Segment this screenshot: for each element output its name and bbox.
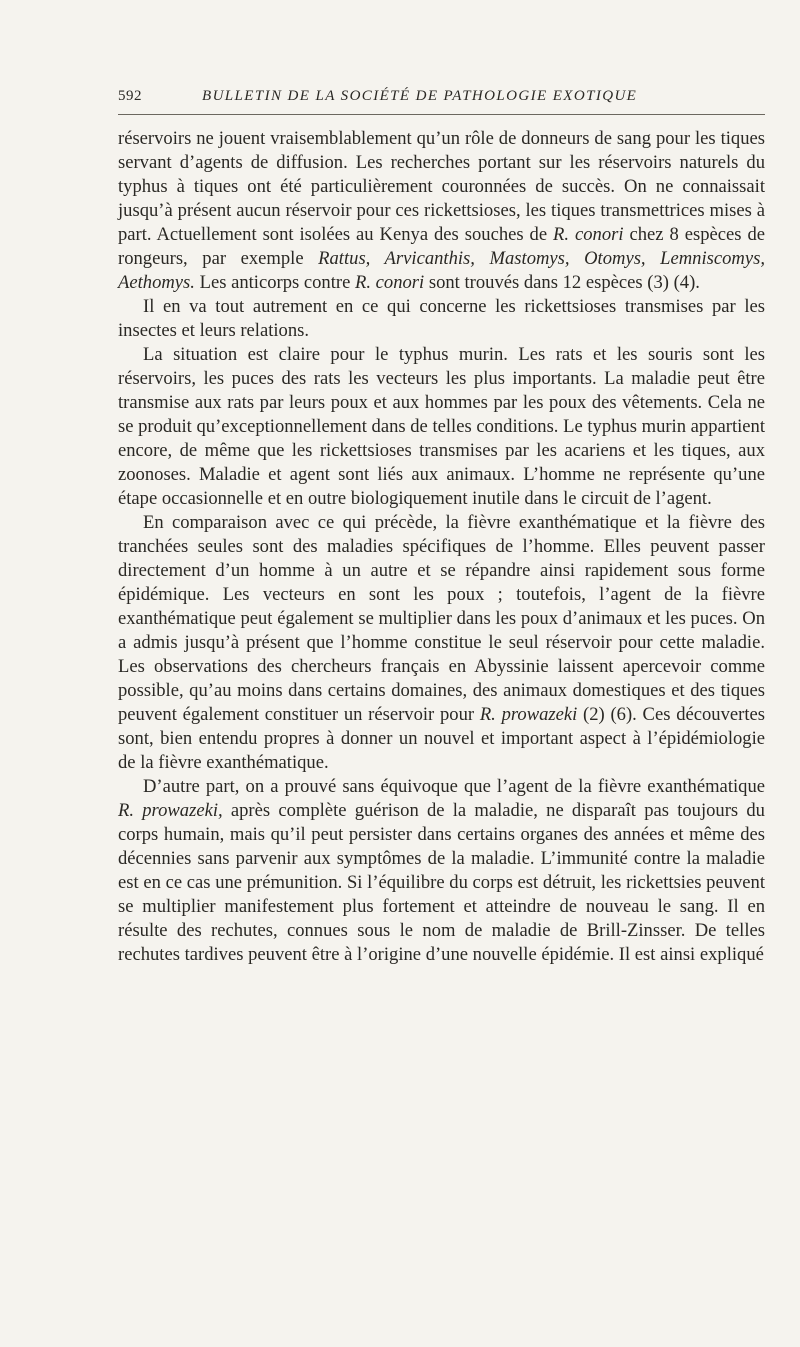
italic-text: Rattus, Arvicanthis, Mastomys, Otomys, Lemniscomys, Aethomys.: [118, 248, 765, 293]
paragraph-5: [118, 775, 765, 967]
text-run: chez 8 espèces de rongeurs, par exemple: [118, 224, 765, 269]
italic-text: R. conori: [355, 272, 425, 293]
text-run: Les anticorps contre: [194, 272, 355, 293]
paragraph-1: [118, 127, 765, 295]
paragraph-2: [118, 295, 765, 343]
text-run: après complète guérison de la maladie, ne disparaît pas toujours du corps humain, mais qu’il peut persister dans certains organes des années et même des décennies sans parvenir aux symptômes de la maladie. L’immunité contre la maladie est en ce cas une prémunition. Si l’équilibre du corps est détruit, les rickettsies peuvent se multiplier manifestement plus fortement et atteindre de nouveau le sang. Il en résulte des rechutes, connues sous le nom de maladie de Brill-Zinsser. De telles rechutes tardives peuvent être à l’origine d’une nouvelle épidémie. Il est ainsi expliqué: [118, 800, 765, 965]
text-run: Il en va tout autrement en ce qui concerne les rickettsioses transmises par les insectes et leurs relations.: [118, 296, 765, 341]
page-number: 592: [118, 88, 142, 104]
body-text: [118, 127, 765, 967]
text-run: D’autre part, on a prouvé sans équivoque que l’agent de la fièvre exanthématique: [143, 776, 765, 797]
italic-text: R. prowazeki,: [118, 800, 223, 821]
text-run: (2) (6). Ces découvertes sont, bien entendu propres à donner un nouvel et important aspect à l’épidémiologie de la fièvre exanthématique.: [118, 704, 765, 773]
italic-text: R. conori: [553, 224, 624, 245]
text-run: En comparaison avec ce qui précède, la fièvre exanthématique et la fièvre des tranchées seules sont des maladies spécifiques de l’homme. Elles peuvent passer directement d’un homme à un autre et se répandre ainsi rapidement sous forme épidémique. Les vecteurs en sont les poux ; toutefois, l’agent de la fièvre exanthématique peut également se multiplier dans les poux d’animaux et les puces. On a admis jusqu’à présent que l’homme constitue le seul réservoir pour cette maladie. Les observations des chercheurs français en Abyssinie laissent apercevoir comme possible, qu’au moins dans certains domaines, des animaux domestiques et des tiques peuvent également constituer un réservoir pour: [118, 512, 765, 725]
paragraph-3: [118, 343, 765, 511]
text-run: La situation est claire pour le typhus murin. Les rats et les souris sont les réservoirs, les puces des rats les vecteurs les plus importants. La maladie peut être transmise aux rats par leurs poux et aux hommes par les poux des vêtements. Cela ne se produit qu’exceptionnellement dans de telles conditions. Le typhus murin appartient encore, de même que les rickettsioses transmises par les acariens et les tiques, aux zoonoses. Maladie et agent sont liés aux animaux. L’homme ne représente qu’une étape occasionnelle et en outre biologiquement inutile dans le circuit de l’agent.: [118, 344, 766, 509]
text-run: réservoirs ne jouent vraisemblablement qu’un rôle de donneurs de sang pour les tiques servant d’agents de diffusion. Les recherches portant sur les réservoirs naturels du typhus à tiques ont été particulièrement couronnées de succès. On ne connaissait jusqu’à présent aucun réservoir pour ces rickettsioses, les tiques transmettrices mises à part. Actuellement sont isolées au Kenya des souches de: [118, 128, 765, 245]
paragraph-4: [118, 511, 765, 775]
page-header: [118, 86, 765, 115]
text-run: sont trouvés dans 12 espèces (3) (4).: [424, 272, 700, 293]
italic-text: R. prowazeki: [479, 704, 578, 725]
running-title: BULLETIN DE LA SOCIÉTÉ DE PATHOLOGIE EXOTIQUE: [202, 88, 638, 104]
